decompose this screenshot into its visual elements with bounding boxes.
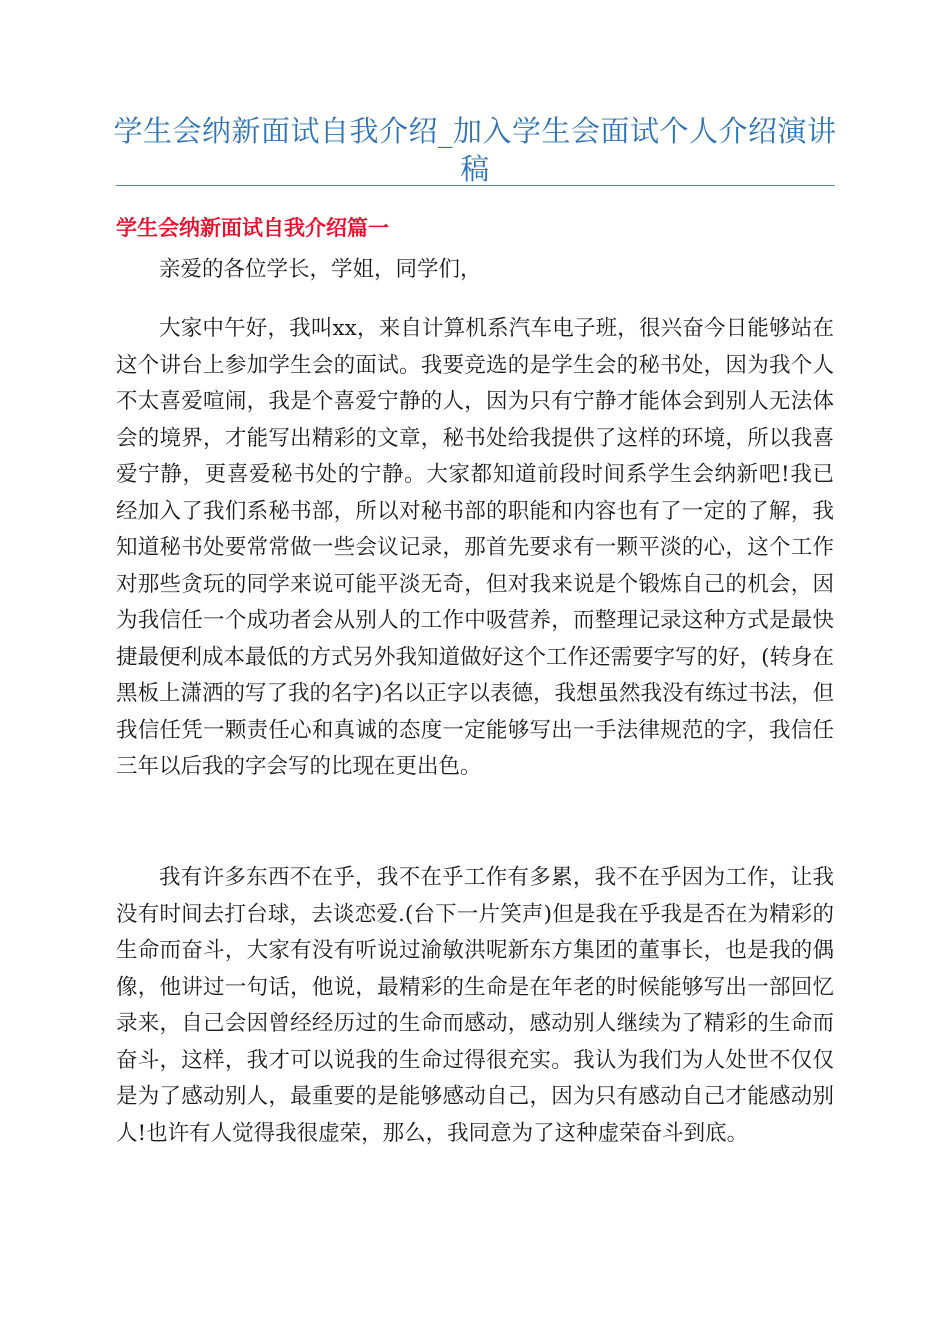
document-title: 学生会纳新面试自我介绍_加入学生会面试个人介绍演讲稿 [113, 114, 837, 186]
body-paragraph-1: 大家中午好，我叫xx，来自计算机系汽车电子班，很兴奋今日能够站在这个讲台上参加学生会的面试。我要竞选的是学生会的秘书处，因为我个人不太喜爱喧闹，我是个喜爱宁静的人，因为只有宁静才能体会到别人无法体会的境界，才能写出精彩的文章，秘书处给我提供了这样的环境，所以我喜爱宁静，更喜爱秘书处的宁静。大家都知道前段时间系学生会纳新吧!我已经加入了我们系秘书部，所以对秘书部的职能和内容也有了一定的了解，我知道秘书处要常常做一些会议记录，那首先要求有一颗平淡的心，这个工作对那些贪玩的同学来说可能平淡无奇，但对我来说是个锻炼自己的机会，因为我信任一个成功者会从别人的工作中吸营养，而整理记录这种方式是最快捷最便利成本最低的方式另外我知道做好这个工作还需要字写的好，(转身在黑板上潇洒的写了我的名字)名以正字以表德，我想虽然我没有练过书法，但我信任凭一颗责任心和真诚的态度一定能够写出一手法律规范的字，我信任三年以后我的字会写的比现在更出色。 [116, 316, 834, 779]
greeting-paragraph: 亲爱的各位学长，学姐，同学们， [159, 257, 482, 282]
section-heading: 学生会纳新面试自我介绍篇一 [116, 216, 389, 240]
body-paragraph-2: 我有许多东西不在乎，我不在乎工作有多累，我不在乎因为工作，让我没有时间去打台球，去谈恋爱.(台下一片笑声)但是我在乎我是否在为精彩的生命而奋斗，大家有没有听说过渝敏洪呢新东方集团的董事长，也是我的偶像，他讲过一句话，他说，最精彩的生命是在年老的时候能够写出一部回忆录来，自己会因曾经经历过的生命而感动，感动别人继续为了精彩的生命而奋斗，这样，我才可以说我的生命过得很充实。我认为我们为人处世不仅仅是为了感动别人，最重要的是能够感动自己，因为只有感动自己才能感动别人!也许有人觉得我很虚荣，那么，我同意为了这种虚荣奋斗到底。 [116, 865, 834, 1146]
title-divider [116, 185, 835, 186]
